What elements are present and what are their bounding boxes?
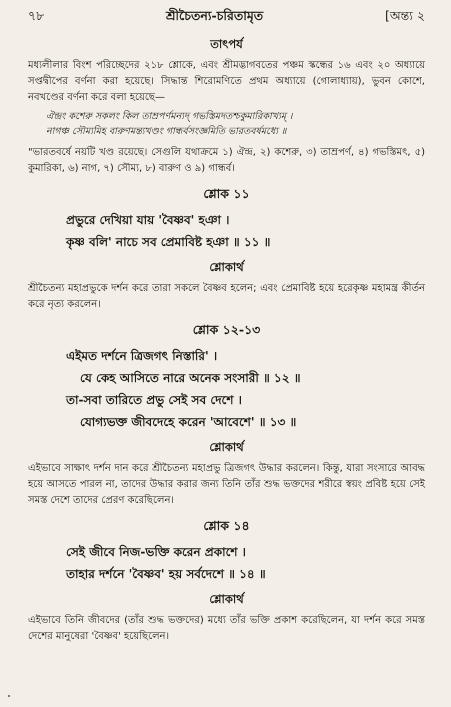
verse-line: প্রভুরে দেখিয়া যায় 'বৈষ্ণব' হঞা ।	[66, 213, 230, 227]
purport-paragraph-2: "ভারতবর্ষে নয়টি খণ্ড রয়েছে। সেগুলি যথাক্রমে ১) ঐন্দ্র, ২) কশেরু, ৩) তাম্রপর্ণ, ৪) গভস্তিমৎ, ৫) কুমারিকা, ৬) নাগ, ৭) সৌম্য, ৮) বারুণ ও ৯) গান্ধর্ব।	[28, 147, 425, 174]
translation-heading: শ্লোকার্থ	[209, 440, 244, 454]
translation-heading: শ্লোকার্থ	[209, 592, 244, 606]
page-header	[28, 0, 425, 30]
page-number: ৭৮	[28, 8, 45, 23]
verse-line: তাহার দর্শনে 'বৈষ্ণব' হয় সর্বদেশে ॥ ১৪ ॥	[66, 567, 266, 581]
print-speck	[8, 695, 10, 697]
verse-11-translation: শ্রীচৈতন্য মহাপ্রভুকে দর্শন করে তারা সকলে বৈষ্ণব হলেন; এবং প্রেমাবিষ্ট হয়ে হরেকৃষ্ণ মহামন্ত্র কীর্তন করে নৃত্য করলেন।	[28, 283, 425, 310]
verse-line: যে কেহ আসিতে নারে অনেক সংসারী ॥ ১২ ॥	[80, 371, 301, 385]
purport-heading: তাৎপর্য	[210, 37, 243, 51]
verse-line: এইমত দর্শনে ত্রিজগৎ নিস্তারি' ।	[66, 349, 218, 363]
verse-14-heading: শ্লোক ১৪	[203, 518, 250, 533]
verse-12-13-heading: শ্লোক ১২-১৩	[192, 322, 261, 337]
verse-14-text	[28, 541, 425, 585]
translation-heading: শ্লোকার্থ	[209, 260, 244, 274]
verse-11-text	[28, 209, 425, 253]
sanskrit-line-2: নাগঞ্চ সৌম্যমিহ বারুণমন্ত্যখণ্ডং গান্ধর্বসংজ্ঞমিতি ভারতবর্ষমধ্যে ॥	[46, 126, 287, 137]
section-label: [অন্ত্য ২	[384, 8, 425, 23]
verse-line: সেই জীবে নিজ-ভক্তি করেন প্রকাশে ।	[66, 545, 246, 559]
verse-line: যোগ্যভক্ত জীবদেহে করেন 'আবেশে' ॥ ১৩ ॥	[80, 415, 297, 429]
sanskrit-quote	[28, 109, 425, 139]
sanskrit-line-1: ঐন্দ্রং কশেরু সকলং কিল তাম্রপর্ণমন্যদ্ গভস্তিমদতশ্চকুমারিকাখ্যম্ ।	[46, 111, 293, 122]
verse-11-heading: শ্লোক ১১	[203, 186, 250, 201]
purport-paragraph-1: মধ্যলীলার বিংশ পরিচ্ছেদের ২১৮ শ্লোকে, এবং শ্রীমদ্ভাগবতের পঞ্চম স্কন্ধের ১৬ এবং ২০ অধ্যায়ে সপ্তদ্বীপের বর্ণনা করা হয়েছে। সিদ্ধান্ত শিরোমণিতে প্রথম অধ্যায়ে (গোলাধ্যায়), ভুবন কোশে, নবখণ্ডের বর্ণনা করে বলা হয়েছে—	[28, 60, 425, 103]
verse-12-13-text	[28, 345, 425, 433]
verse-line: কৃষ্ণ বলি' নাচে সব প্রেমাবিষ্ট হঞা ॥ ১১ ॥	[66, 235, 271, 249]
verse-line: তা-সবা তারিতে প্রভু সেই সব দেশে ।	[66, 393, 242, 407]
book-title: শ্রীচৈতন্য-চরিতামৃত	[166, 8, 264, 23]
verse-14-translation: এইভাবে তিনি জীবদের (তাঁর শুদ্ধ ভক্তদের) মধ্যে তাঁর ভক্তি প্রকাশ করেছিলেন, যা দর্শন করে সমস্ত দেশের মানুষেরা 'বৈষ্ণব' হয়েছিলেন।	[28, 615, 425, 642]
verse-12-13-translation: এইভাবে সাক্ষাৎ দর্শন দান করে শ্রীচৈতন্য মহাপ্রভু ত্রিজগৎ উদ্ধার করলেন। কিন্তু, যারা সংসারে আবদ্ধ হয়ে আসতে পারল না, তাদের উদ্ধার করার জন্য তিনি তাঁর শুদ্ধ ভক্তদের শরীরে স্বয়ং প্রবিষ্ট হয়ে সেই সমস্ত দেশে তাদের প্রেরণ করেছিলেন।	[28, 463, 425, 506]
